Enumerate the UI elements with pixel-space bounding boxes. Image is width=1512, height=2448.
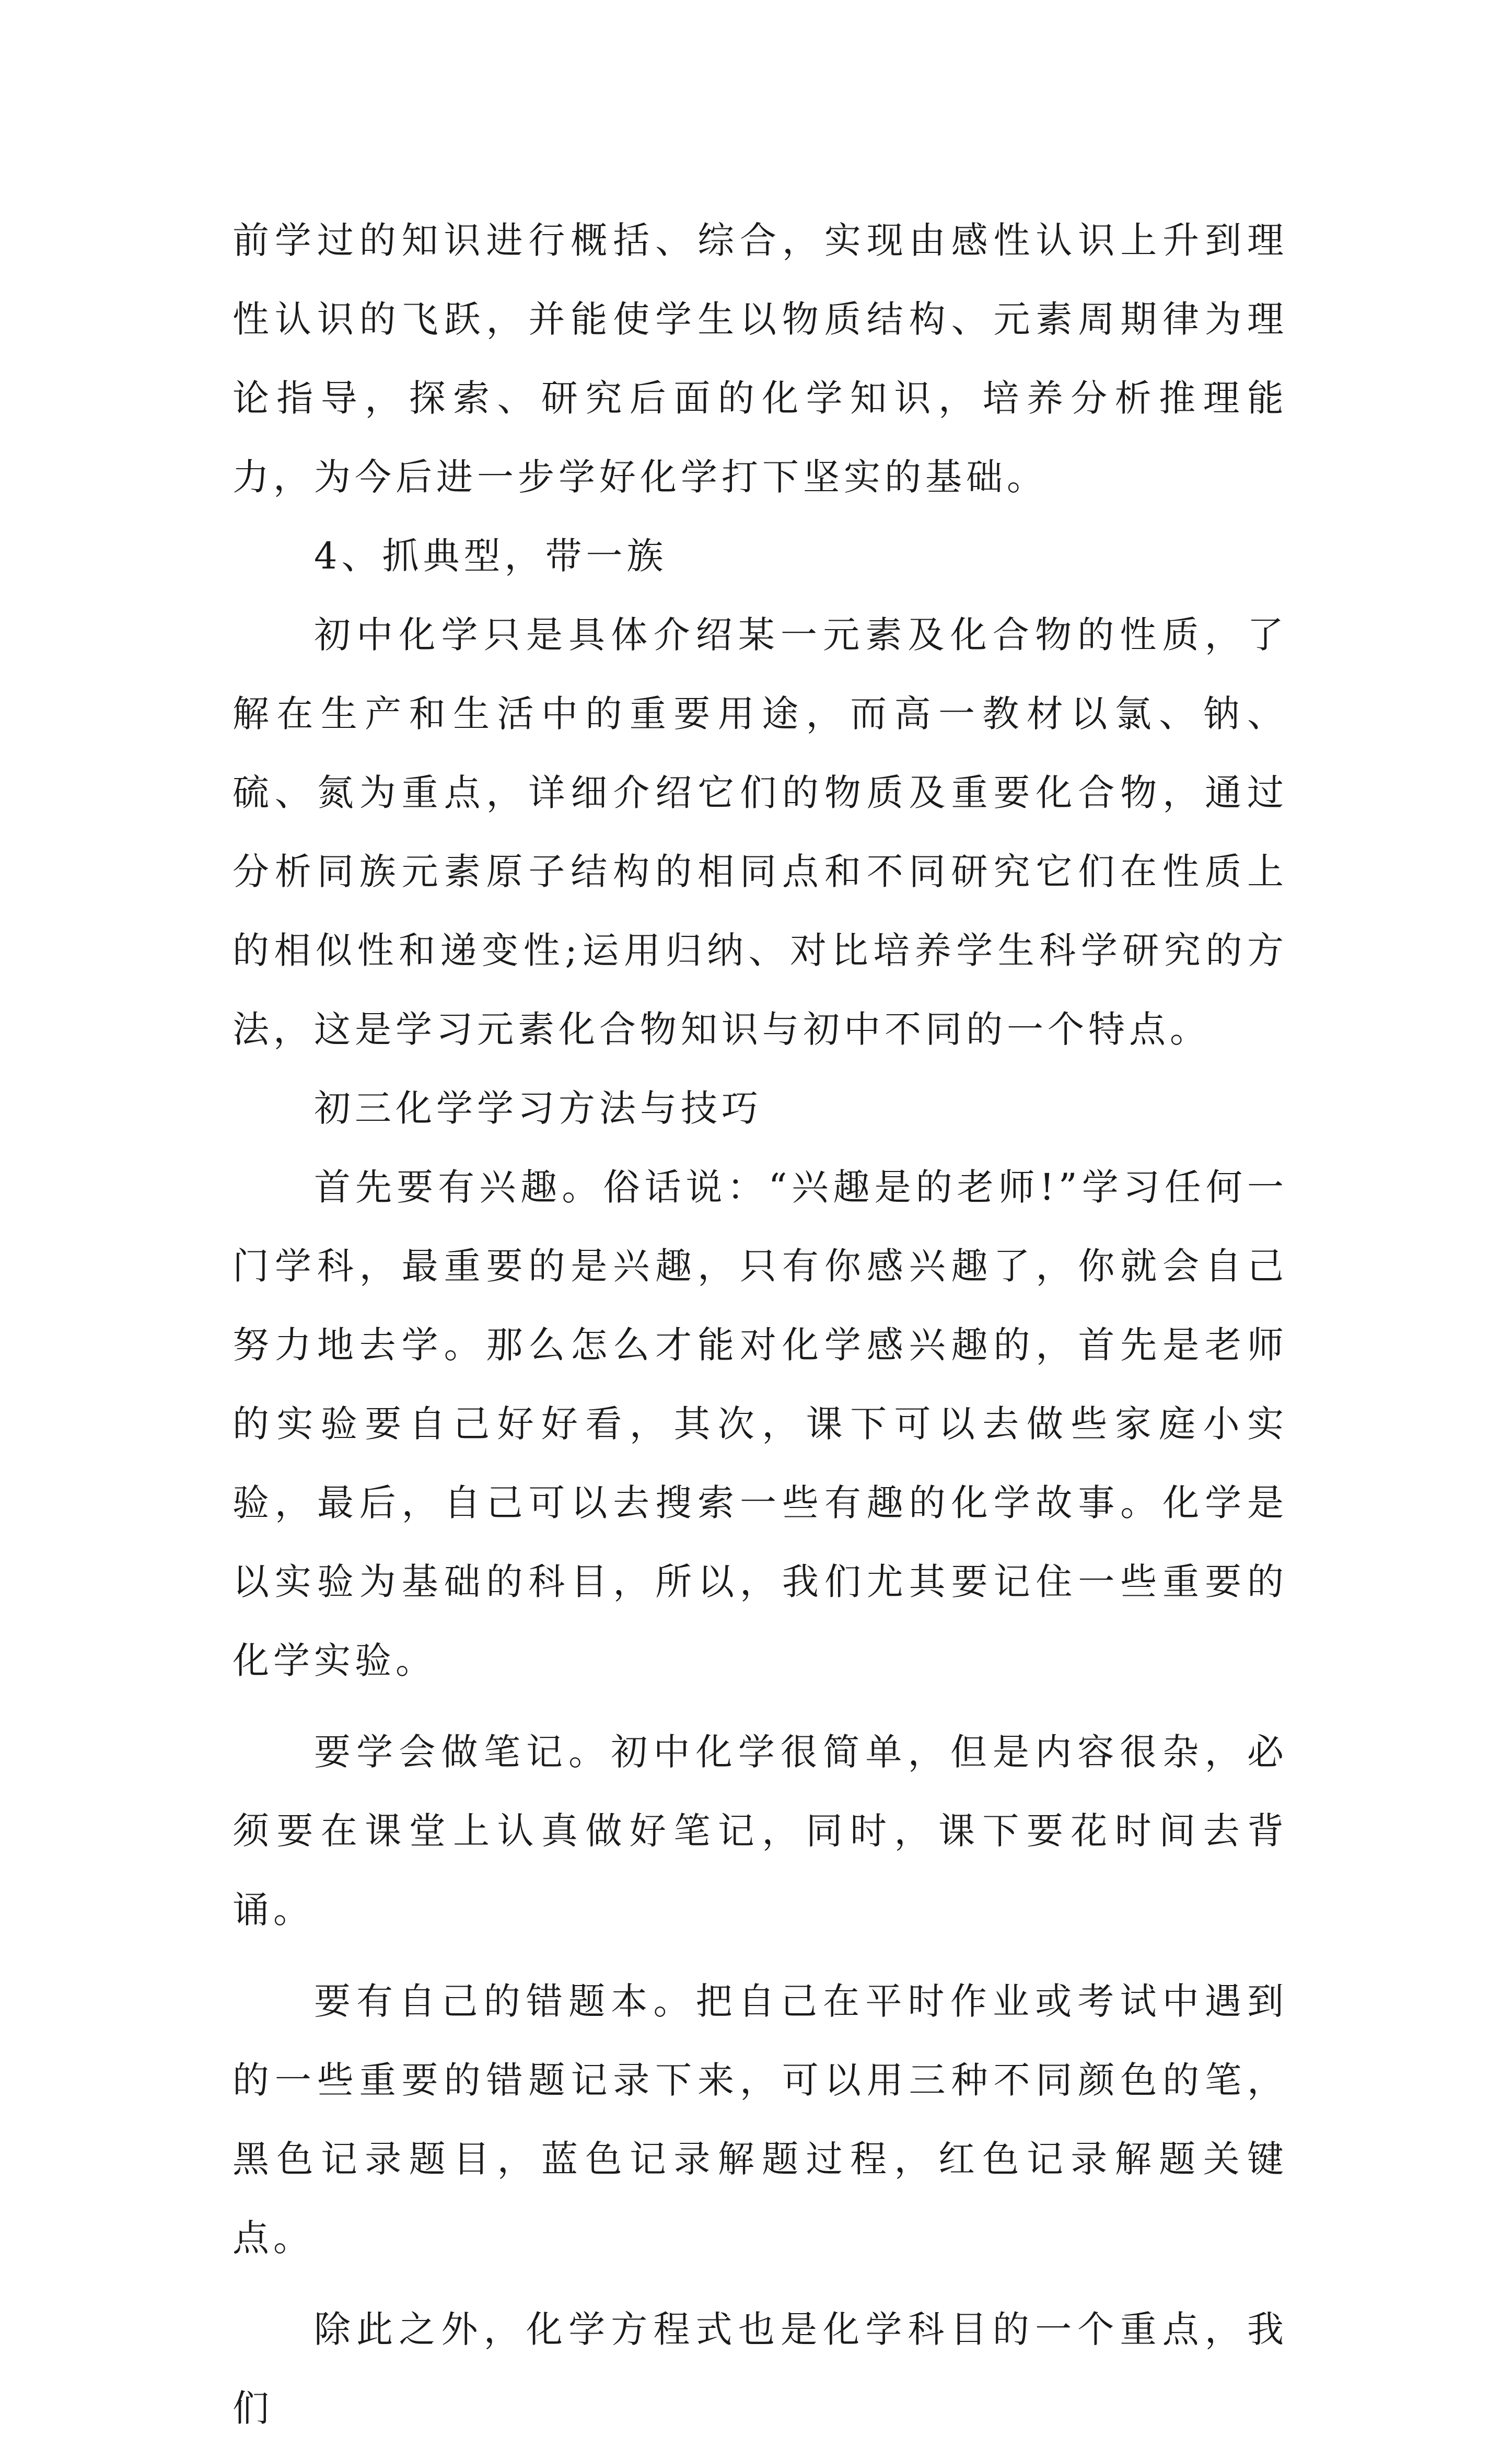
paragraph-continuation: 前学过的知识进行概括、综合，实现由感性认识上升到理性认识的飞跃，并能使学生以物质结构、元素周期律为理论指导，探索、研究后面的化学知识，培养分析推理能力，为今后进一步学好化学打下坚实的基础。 (232, 219, 1288, 498)
paragraph-notes: 要学会做笔记。初中化学很简单，但是内容很杂，必须要在课堂上认真做好笔记，同时，课下要花时间去背诵。 (232, 1731, 1288, 1931)
document-body (232, 201, 1288, 2448)
paragraph-element-compounds: 初中化学只是具体介绍某一元素及化合物的性质，了解在生产和生活中的重要用途，而高一教材以氯、钠、硫、氮为重点，详细介绍它们的物质及重要化合物，通过分析同族元素原子结构的相同点和不同研究它们在性质上的相似性和递变性;运用归纳、对比培养学生科学研究的方法，这是学习元素化合物知识与初中不同的一个特点。 (232, 613, 1288, 1051)
section-heading-methods: 初三化学学习方法与技巧 (314, 1087, 762, 1130)
paragraph-error-book: 要有自己的错题本。把自己在平时作业或考试中遇到的一些重要的错题记录下来，可以用三种不同颜色的笔，黑色记录题目，蓝色记录解题过程，红色记录解题关键点。 (232, 1980, 1288, 2259)
paragraph-equations: 除此之外，化学方程式也是化学科目的一个重点，我们 (232, 2308, 1288, 2430)
section-heading-4: 4、抓典型，带一族 (314, 535, 668, 577)
paragraph-interest: 首先要有兴趣。俗话说：“兴趣是的老师!”学习任何一门学科，最重要的是兴趣，只有你感兴趣了，你就会自己努力地去学。那么怎么才能对化学感兴趣的，首先是老师的实验要自己好好看，其次，课下可以去做些家庭小实验，最后，自己可以去搜索一些有趣的化学故事。化学是以实验为基础的科目，所以，我们尤其要记住一些重要的化学实验。 (232, 1166, 1288, 1682)
